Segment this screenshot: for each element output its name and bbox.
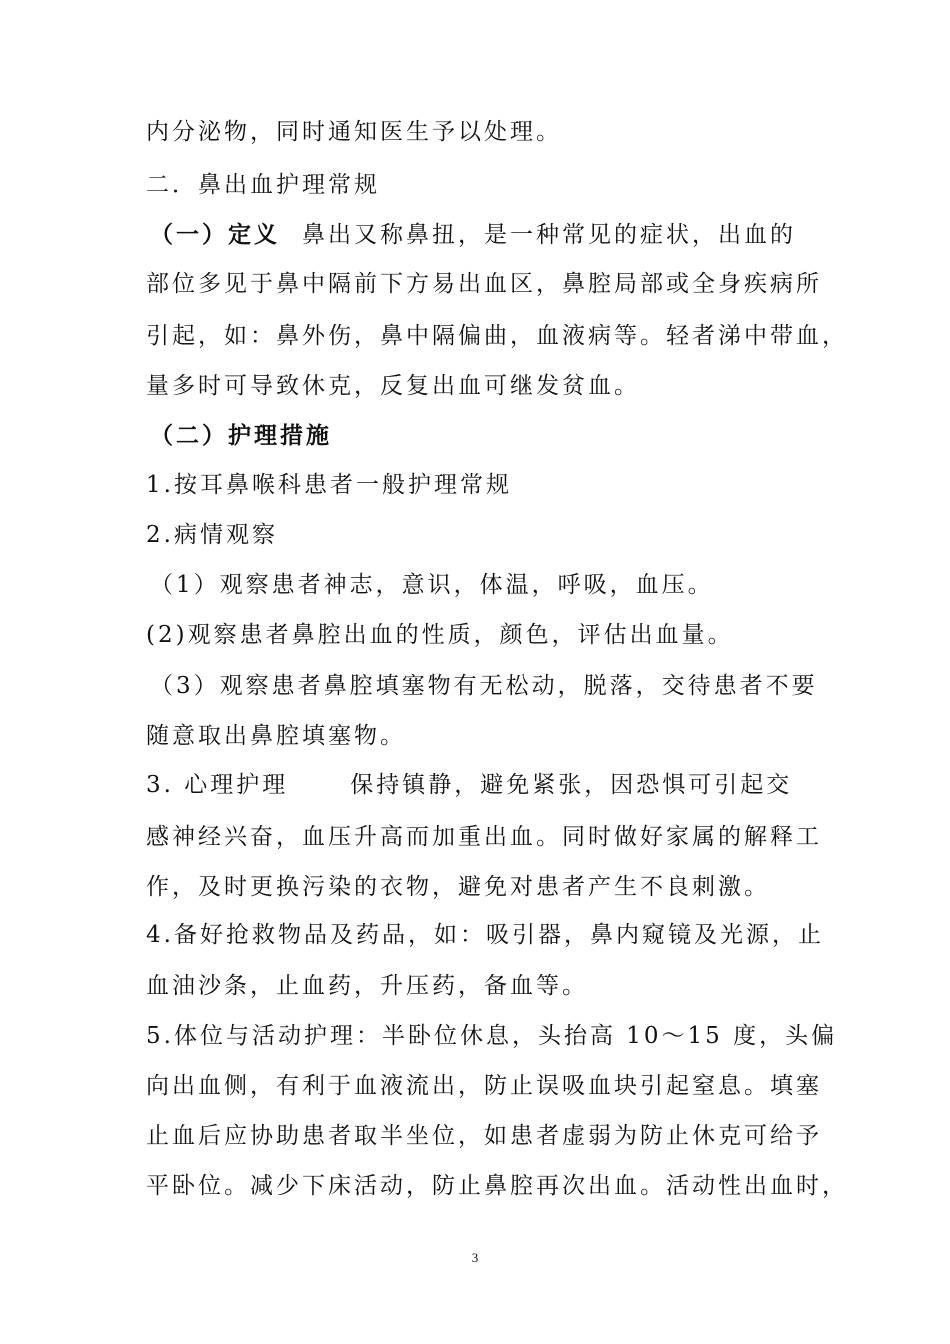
list-item: 1.按耳鼻喉科患者一般护理常规 — [146, 472, 512, 498]
list-item — [146, 770, 826, 800]
list-item: 2.病情观察 — [146, 522, 278, 548]
text-line: 向出血侧，有利于血液流出，防止误吸血块引起窒息。填塞 — [146, 1073, 822, 1099]
list-item: (2)观察患者鼻腔出血的性质，颜色，评估出血量。 — [146, 622, 734, 648]
text-line: 血油沙条，止血药，升压药，备血等。 — [146, 973, 588, 999]
list-item: 4.备好抢救物品及药品，如：吸引器，鼻内窥镜及光源，止 — [146, 922, 824, 948]
section-heading: 二．鼻出血护理常规 — [146, 172, 380, 198]
text-line: 随意取出鼻腔填塞物。 — [146, 723, 406, 749]
page-number: 3 — [471, 1250, 479, 1265]
text-line: 部位多见于鼻中隔前下方易出血区，鼻腔局部或全身疾病所 — [146, 271, 822, 297]
list-item: （1）观察患者神志，意识，体温，呼吸，血压。 — [150, 572, 714, 598]
text-line: 量多时可导致休克，反复出血可继发贫血。 — [146, 373, 640, 399]
text-line: 止血后应协助患者取半坐位，如患者虚弱为防止休克可给予 — [146, 1123, 822, 1149]
text-line: 作，及时更换污染的衣物，避免对患者产生不良刺激。 — [146, 874, 770, 900]
text-line: 内分泌物，同时通知医生予以处理。 — [146, 119, 562, 145]
list-item-text: 保持镇静，避免紧张，因恐惧可引起交 — [350, 772, 793, 798]
list-item: （3）观察患者鼻腔填塞物有无松动，脱落，交待患者不要 — [150, 673, 818, 699]
text-line: 平卧位。减少下床活动，防止鼻腔再次出血。活动性出血时， — [146, 1173, 848, 1199]
subsection-heading: （一）定义 — [150, 221, 280, 248]
list-item-heading: 3. 心理护理 — [146, 772, 289, 798]
text-line — [150, 220, 830, 250]
subsection-heading: （二）护理措施 — [150, 422, 332, 449]
text-line: 感神经兴奋，血压升高而加重出血。同时做好家属的解释工 — [146, 824, 822, 850]
definition-text: 鼻出又称鼻扭，是一种常见的症状，出血的 — [302, 222, 796, 248]
text-line: 引起，如：鼻外伤，鼻中隔偏曲，血液病等。轻者涕中带血， — [146, 323, 848, 349]
list-item: 5.体位与活动护理：半卧位休息，头抬高 10～15 度，头偏 — [146, 1023, 838, 1049]
